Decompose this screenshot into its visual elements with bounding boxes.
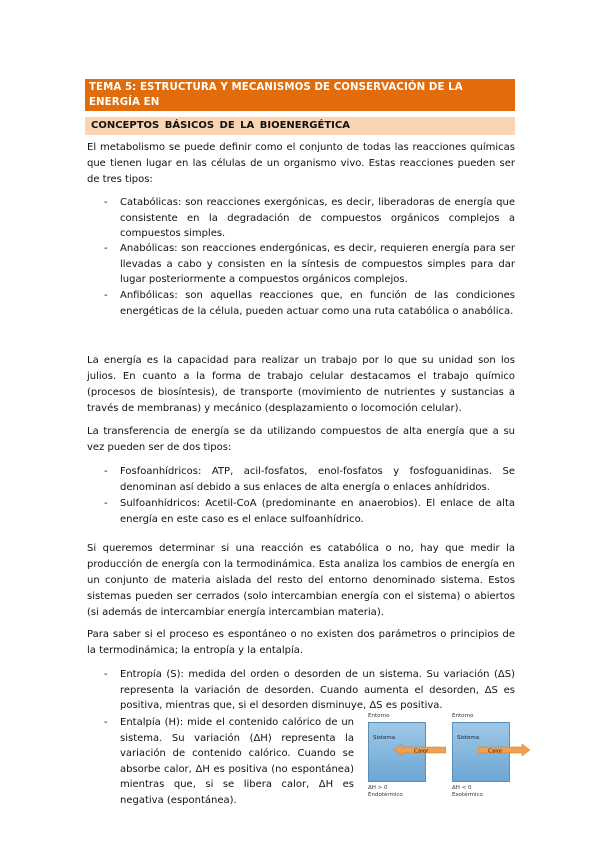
- bullet-dash: -: [104, 197, 108, 208]
- diagram-caption: [368, 785, 403, 799]
- chapter-title: [85, 79, 515, 111]
- chapter-title-line1: TEMA 5: ESTRUCTURA Y MECANISMOS DE CONSERVACIÓN DE LA ENERGÍA EN: [89, 82, 463, 108]
- list-item-enthalpy: Entalpía (H): mide el contenido calórico de un sistema. Su variación (ΔH) representa la variación de contenido calórico. Cuando se absorbe calor, ΔH es positiva (no espontánea) mientras que, si se libera calor, ΔH es negativa (espontánea).: [120, 717, 354, 806]
- bullet-dash: -: [104, 717, 108, 728]
- energy-paragraph: La energía es la capacidad para realizar un trabajo por lo que su unidad son los julios. En cuanto a la forma de trabajo celular destacamos el trabajo químico (procesos de biosíntesis), de transporte (movimiento de nutrientes y sustancias a través de membranas) y mecánico (desplazamiento o locomoción celular).: [87, 355, 515, 414]
- thermodynamics-paragraph: Si queremos determinar si una reacción es catabólica o no, hay que medir la producción de energía con la termodinámica. Esta analiza los cambios de energía en un conjunto de materia aislada del resto del entorno denominado sistema. Estos sistemas pueden ser cerrados (solo intercambian energía con el sistema) o abiertos (si además de intercambiar energía intercambian materia).: [87, 543, 515, 618]
- system-label: Sistema: [457, 735, 480, 741]
- environment-label: Entorno: [452, 713, 474, 719]
- bullet-dash: -: [104, 498, 108, 509]
- bullet-dash: -: [104, 466, 108, 477]
- heat-arrow-out-icon: [478, 744, 530, 756]
- list-item-sulfoanhydride: Sulfoanhídricos: Acetil-CoA (predominante en anaerobios). El enlace de alta energía en este caso es el enlace sulfoanhídrico.: [120, 498, 515, 525]
- diagram-caption: [452, 785, 483, 799]
- heat-arrow-in-icon: [394, 744, 446, 756]
- list-item-anabolic: Anabólicas: son reacciones endergónicas, es decir, requieren energía para ser llevadas a cabo y consisten en la síntesis de compuestos simples para dar lugar posteriormente a compuestos orgánicos complejos.: [120, 243, 515, 286]
- bullet-dash: -: [104, 669, 108, 680]
- list-item-phosphoanhydride: Fosfoanhídricos: ATP, acil-fosfatos, enol-fosfatos y fosfoguanidinas. Se denominan así debido a sus enlaces de alta energía o enlaces anhídridos.: [120, 466, 515, 493]
- endothermic-diagram: [368, 713, 448, 811]
- list-item-amphibolic: Anfibólicas: son aquellas reacciones que, en función de las condiciones energéticas de la célula, pueden actuar como una ruta catabólica o anabólica.: [120, 290, 515, 317]
- list-item-catabolic: Catabólicas: son reacciones exergónicas, es decir, liberadoras de energía que consistente en la degradación de compuestos orgánicos complejos a compuestos simples.: [120, 197, 515, 240]
- exothermic-diagram: [452, 713, 532, 811]
- reaction-kind-label: Endotérmico: [368, 792, 403, 798]
- heat-label: Calor: [414, 748, 429, 755]
- system-label: Sistema: [373, 735, 396, 741]
- intro-paragraph: El metabolismo se puede definir como el conjunto de todas las reacciones químicas que tienen lugar en las células de un organismo vivo. Estas reacciones pueden ser de tres tipos:: [87, 142, 515, 185]
- section-heading: CONCEPTOS BÁSICOS DE LA BIOENERGÉTICA: [85, 117, 515, 135]
- spontaneity-paragraph: Para saber si el proceso es espontáneo o no existen dos parámetros o principios de la termodinámica; la entropía y la entalpía.: [87, 629, 515, 656]
- delta-h-label: ΔH > 0: [368, 785, 388, 791]
- bullet-dash: -: [104, 243, 108, 254]
- list-item-entropy: Entropía (S): medida del orden o desorden de un sistema. Su variación (ΔS) representa la variación de desorden. Cuando aumenta el desorden, ΔS es positiva, mientras que, si el desorden disminuye, ΔS es positiva.: [120, 669, 515, 712]
- delta-h-label: ΔH < 0: [452, 785, 472, 791]
- heat-label: Calor: [488, 748, 503, 755]
- bullet-dash: -: [104, 290, 108, 301]
- reaction-kind-label: Exotérmico: [452, 792, 483, 798]
- environment-label: Entorno: [368, 713, 390, 719]
- transfer-paragraph: La transferencia de energía se da utilizando compuestos de alta energía que a su vez pueden ser de dos tipos:: [87, 426, 515, 453]
